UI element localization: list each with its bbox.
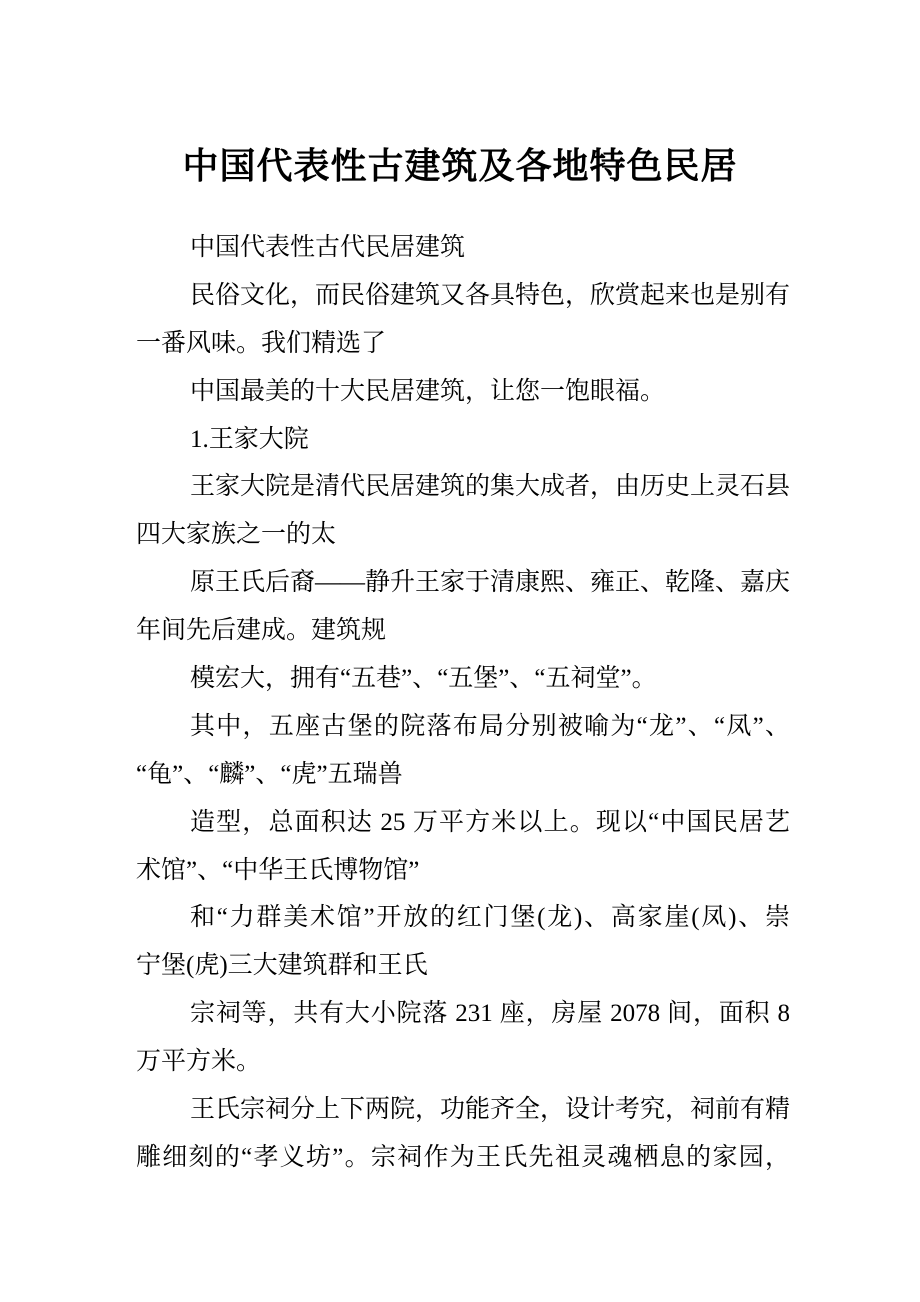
text-line: 王氏宗祠分上下两院，功能齐全，设计考究，祠前有精 [190,1096,791,1124]
document-body [136,224,790,1182]
text-line: 中国代表性古代民居建筑 [190,234,466,261]
text-line: 民俗文化，而民俗建筑又各具特色，欣赏起来也是别有 [190,281,791,309]
text-line: 四大家族之一的太 [136,521,337,549]
text-line: 中国最美的十大民居建筑，让您一饱眼福。 [190,377,666,405]
text-line: 和“力群美术馆”开放的红门堡(龙)、高家崖(凤)、崇 [190,904,790,932]
text-line: “龟”、“麟”、“虎”五瑞兽 [136,760,403,788]
text-line: 雕细刻的“孝义坊”。宗祠作为王氏先祖灵魂栖息的家园， [136,1143,790,1171]
text-line: 万平方米。 [136,1048,262,1076]
text-line: 1.王家大院 [190,425,309,453]
text-line: 宗祠等，共有大小院落 231 座，房屋 2078 间，面积 8 [190,1000,790,1028]
document-title: 中国代表性古建筑及各地特色民居 [182,146,738,186]
text-line: 模宏大，拥有“五巷”、“五堡”、“五祠堂”。 [190,665,657,693]
text-line: 其中，五座古堡的院落布局分别被喻为“龙”、“凤”、 [190,712,790,740]
text-line: 年间先后建成。建筑规 [136,617,387,645]
text-line: 一番风味。我们精选了 [136,329,387,357]
text-line: 造型，总面积达 25 万平方米以上。现以“中国民居艺 [190,808,790,836]
text-line: 王家大院是清代民居建筑的集大成者，由历史上灵石县 [190,473,791,501]
text-line: 宁堡(虎)三大建筑群和王氏 [136,952,428,980]
text-line: 原王氏后裔——静升王家于清康熙、雍正、乾隆、嘉庆 [190,569,791,597]
text-line: 术馆”、“中华王氏博物馆” [136,856,420,884]
